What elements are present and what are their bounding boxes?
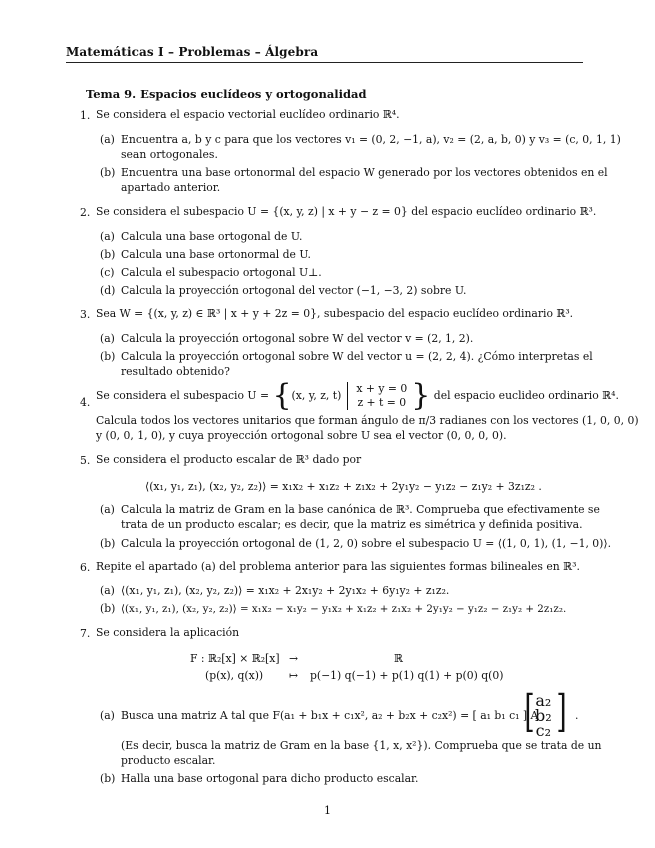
map-row1-left: F : ℝ₂[x] × ℝ₂[x] (190, 652, 280, 665)
problem-3a-label: (a) (100, 332, 115, 345)
map-row2-right: p(−1) q(−1) + p(1) q(1) + p(0) q(0) (310, 669, 504, 682)
problem-1a-line1: Encuentra a, b y c para que los vectores v₁ = (0, 2, −1, a), v₂ = (2, a, b, 0) y v₃ = (c, 0, 1, 1) (121, 133, 621, 146)
right-brace-icon: } (411, 378, 431, 413)
map-row1-right: ℝ (394, 652, 403, 665)
problem-2d-label: (d) (100, 284, 116, 297)
map-row1-arrow: → (289, 652, 299, 665)
problem-6b-label: (b) (100, 602, 116, 615)
problem-3a-text: Calcula la proyección ortogonal sobre W del vector v = (2, 1, 2). (121, 332, 474, 345)
problem-3b-line2: resultado obtenido? (121, 365, 230, 378)
problem-5-formula: ⟨(x₁, y₁, z₁), (x₂, y₂, z₂)⟩ = x₁x₂ + x₁z₂ + z₁x₂ + 2y₁y₂ − y₁z₂ − z₁y₂ + 3z₁z₂ . (145, 480, 542, 493)
column-vector (535, 693, 552, 738)
problem-7-statement: Se considera la aplicación (96, 626, 240, 639)
problem-7a-label: (a) (100, 709, 115, 722)
problem-2d-text: Calcula la proyección ortogonal del vector (−1, −3, 2) sobre U. (121, 284, 467, 297)
problem-6a-text: ⟨(x₁, y₁, z₁), (x₂, y₂, z₂)⟩ = x₁x₂ + 2x₁y₂ + 2y₁x₂ + 6y₁y₂ + z₁z₂. (121, 584, 450, 597)
problem-1a-line2: sean ortogonales. (121, 148, 218, 161)
problem-7a-period: . (575, 709, 579, 722)
problem-7b-text: Halla una base ortogonal para dicho producto escalar. (121, 772, 419, 785)
problem-2-statement: Se considera el subespacio U = {(x, y, z) | x + y − z = 0} del espacio euclídeo ordinario ℝ³. (96, 205, 597, 218)
problem-1a-label: (a) (100, 133, 115, 146)
problem-2c-text: Calcula el subespacio ortogonal U⊥. (121, 266, 322, 279)
header-rule (66, 62, 583, 63)
problem-2b-label: (b) (100, 248, 116, 261)
vector-entry-a2: a₂ (535, 691, 552, 710)
vector-entry-b2: b₂ (535, 706, 552, 725)
problem-2b-text: Calcula una base ortonormal de U. (121, 248, 311, 261)
problem-1b-line1: Encuentra una base ortonormal del espacio W generado por los vectores obtenidos en el (121, 166, 608, 179)
problem-4-set-definition (96, 378, 619, 413)
problem-1b-label: (b) (100, 166, 116, 179)
problem-6b-text: ⟨(x₁, y₁, z₁), (x₂, y₂, z₂)⟩ = x₁x₂ − x₁y₂ − y₁x₂ + x₁z₂ + z₁x₂ + 2y₁y₂ − y₁z₂ − z₁y₂ + 2z₁z₂. (121, 603, 567, 615)
problem-2-number: 2. (80, 206, 91, 219)
problem-4-equations (347, 382, 407, 410)
right-bracket-icon: ] (556, 686, 567, 737)
vector-entry-c2: c₂ (535, 721, 552, 740)
problem-4-eq2: z + t = 0 (357, 396, 407, 409)
problem-2c-label: (c) (100, 266, 115, 279)
problem-4-tuple: (x, y, z, t) (291, 389, 342, 402)
problem-5b-label: (b) (100, 537, 116, 550)
problem-4-number: 4. (80, 396, 91, 409)
problem-5a-label: (a) (100, 503, 115, 516)
problem-5b-text: Calcula la proyección ortogonal de (1, 2, 0) sobre el subespacio U = ⟨(1, 0, 1), (1, −1, 0)⟩. (121, 537, 612, 550)
problem-7a-line3: producto escalar. (121, 754, 216, 767)
map-row2-left: (p(x), q(x)) (205, 669, 264, 682)
problem-1-statement: Se considera el espacio vectorial euclídeo ordinario ℝ⁴. (96, 108, 400, 121)
problem-6-statement: Repite el apartado (a) del problema anterior para las siguientes formas bilineales en ℝ³. (96, 560, 580, 573)
problem-4-pre: Se considera el subespacio U = (96, 389, 270, 402)
problem-5a-line1: Calcula la matriz de Gram en la base canónica de ℝ³. Comprueba que efectivamente se (121, 503, 600, 516)
problem-3b-line1: Calcula la proyección ortogonal sobre W del vector u = (2, 2, 4). ¿Cómo interpretas el (121, 350, 593, 363)
problem-6a-label: (a) (100, 584, 115, 597)
problem-1-number: 1. (80, 109, 91, 122)
problem-4-line3: y (0, 0, 1, 0), y cuya proyección ortogonal sobre U sea el vector (0, 0, 0, 0). (96, 429, 507, 442)
problem-7b-label: (b) (100, 772, 116, 785)
problem-7-number: 7. (80, 627, 91, 640)
problem-3-number: 3. (80, 308, 91, 321)
section-title: Tema 9. Espacios euclídeos y ortogonalidad (86, 87, 367, 101)
left-brace-icon: { (272, 378, 292, 413)
problem-7a-line2: (Es decir, busca la matriz de Gram en la base {1, x, x²}). Comprueba que se trata de un (121, 739, 602, 752)
problem-7a-pre: Busca una matriz A tal que F(a₁ + b₁x + c₁x², a₂ + b₂x + c₂x²) = [ a₁ b₁ c₁ ] A (121, 709, 539, 722)
left-bracket-icon: [ (524, 686, 535, 737)
problem-5a-line2: trata de un producto escalar; es decir, que la matriz es simétrica y definida positiva. (121, 518, 583, 531)
problem-2a-text: Calcula una base ortogonal de U. (121, 230, 303, 243)
problem-3-statement: Sea W = {(x, y, z) ∈ ℝ³ | x + y + 2z = 0}, subespacio del espacio euclídeo ordinario ℝ³. (96, 307, 574, 320)
page-number: 1 (324, 804, 331, 817)
problem-4-line2: Calcula todos los vectores unitarios que forman ángulo de π/3 radianes con los vectores (1, 0, 0, 0) (96, 414, 639, 427)
problem-4-eq1: x + y = 0 (356, 382, 408, 395)
problem-5-number: 5. (80, 454, 91, 467)
running-header: Matemáticas I – Problemas – Álgebra (66, 45, 319, 59)
problem-4-post: del espacio euclideo ordinario ℝ⁴. (433, 389, 619, 402)
map-row2-arrow: ↦ (289, 669, 299, 682)
problem-1b-line2: apartado anterior. (121, 181, 221, 194)
problem-2a-label: (a) (100, 230, 115, 243)
problem-3b-label: (b) (100, 350, 116, 363)
problem-5-statement: Se considera el producto escalar de ℝ³ dado por (96, 453, 362, 466)
problem-6-number: 6. (80, 561, 91, 574)
